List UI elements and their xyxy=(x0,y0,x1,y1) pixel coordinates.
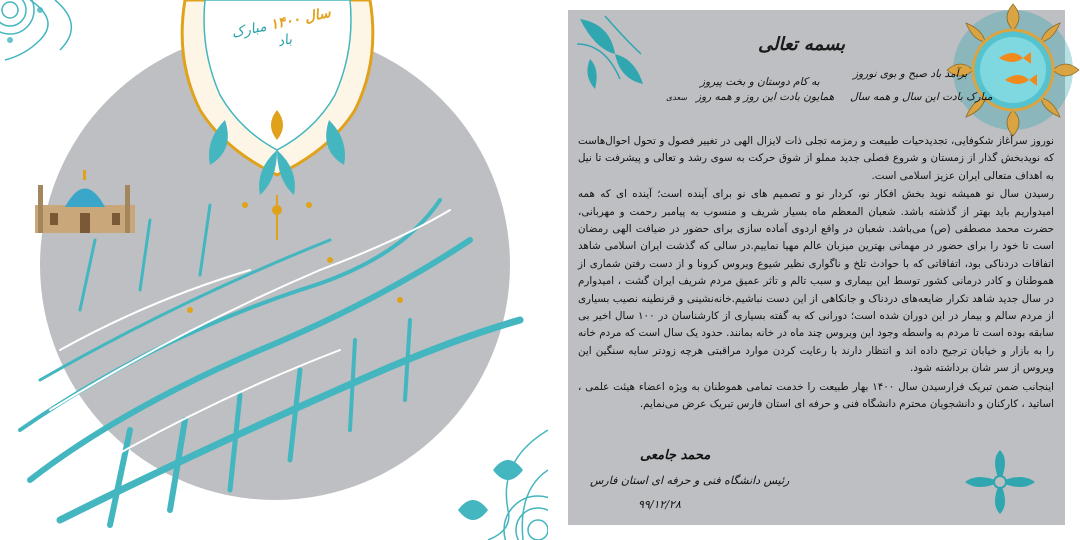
paragraph-2: رسیدن سال نو همیشه نوید بخش افکار نو، کردار نو و تصمیم های نو برای آینده است؛ آینده ای که همه امیدواریم باید بهتر از گذشته باشد. شعبان المعظم ماه بسیار شریف و منسوب به پیامبر رحمت و مهربانی، حضرت محمد مصطفی (ص) می‌باشد. شعبان در واقع اردوی آماده سازی برای حضور در ضیافت الهی رمضان است تا خود را برای حضور در مهمانی بهترین میزبان عالم مهیا نماییم.در سالی که گذشت ایران اسلامی شاهد اتفاقات دردناکی بود، اتفاقاتی که با حوادث تلخ و ناگواری نظیر شیوع ویروس کرونا و از دست رفتن شماری از هموطنان و کادر درمانی کشور توسط این بیماری و سبب تالم و تاثر عمیق مردم شریف ایران گشت ، امیدوارم در سال جدید شاهد تکرار ضایعه‌های دردناک و جانکاهی از این دست نباشیم.خانه‌نشینی و قرنطینه نصیب بسیاری از مردم سالم و بیمار در این دوران شده است؛ دورانی که به گفته بسیاری از کارشناسان در ۱۰۰ سال اخیر بی سابقه بوده است تا مردم به واسطه وجود این ویروس چند ماه در خانه بمانند. حدود یک سال است که مردم خانه را به بازار و خیابان ترجیح داده اند و انتظار دارند با رعایت کردن موارد مراقبتی هرچه زودتر سایه سنگین این ویروس از سر شان برداشته شود. xyxy=(578,188,1054,375)
poem-line-3: مبارک بادت این سال و همه سال xyxy=(850,91,993,103)
greeting-year: سال ۱۴۰۰ xyxy=(268,4,333,34)
basmala-header xyxy=(758,34,878,62)
signature-date: ۹۹/۱۲/۲۸ xyxy=(638,498,681,511)
ornament-top-left xyxy=(575,14,647,94)
signature-name: محمد جامعی xyxy=(640,448,711,463)
poem-line-2: به کام دوستان و بخت پیروز xyxy=(700,76,820,88)
floral-corner-top-left xyxy=(0,0,110,70)
paragraph-1: نوروز سرآغاز شکوفایی، تجدیدحیات طبیعت و رمزمه تجلی ذات لایزال الهی در تغییر فصول و تحول احوال‌هاست که نویدبخش گذار از زمستان و شروع فصلی جدید مملو از شوق حرکت به سوی رشد و تعالی و پیشرفت تا نیل به اهداف متعالی ایران عزیز اسلامی است. xyxy=(578,135,1054,182)
basmala-text: بسمه تعالی xyxy=(758,34,846,55)
floral-corner-bottom-right xyxy=(398,380,548,540)
poem-line-4: همایون بادت این روز و همه روز xyxy=(696,91,835,103)
greeting-text: مبارک باد xyxy=(230,18,294,51)
letter-body xyxy=(578,133,1054,415)
poem-attribution: سعدی xyxy=(666,93,688,102)
ornament-bottom-right xyxy=(960,450,1040,514)
poem-line-1: برآمد باد صبح و بوی نوروز xyxy=(853,68,968,80)
signature-title: رئیس دانشگاه فنی و حرفه ای استان فارس xyxy=(590,474,790,487)
paragraph-3: اینجانب ضمن تبریک فرارسیدن سال ۱۴۰۰ بهار طبیعت را خدمت تمامی هموطنان به ویژه اعضاء هیئت علمی ، اساتید ، کارکنان و دانشجویان محترم دانشگاه فنی و حرفه ای استان فارس تبریک عرض می‌نمایم. xyxy=(578,380,1054,411)
